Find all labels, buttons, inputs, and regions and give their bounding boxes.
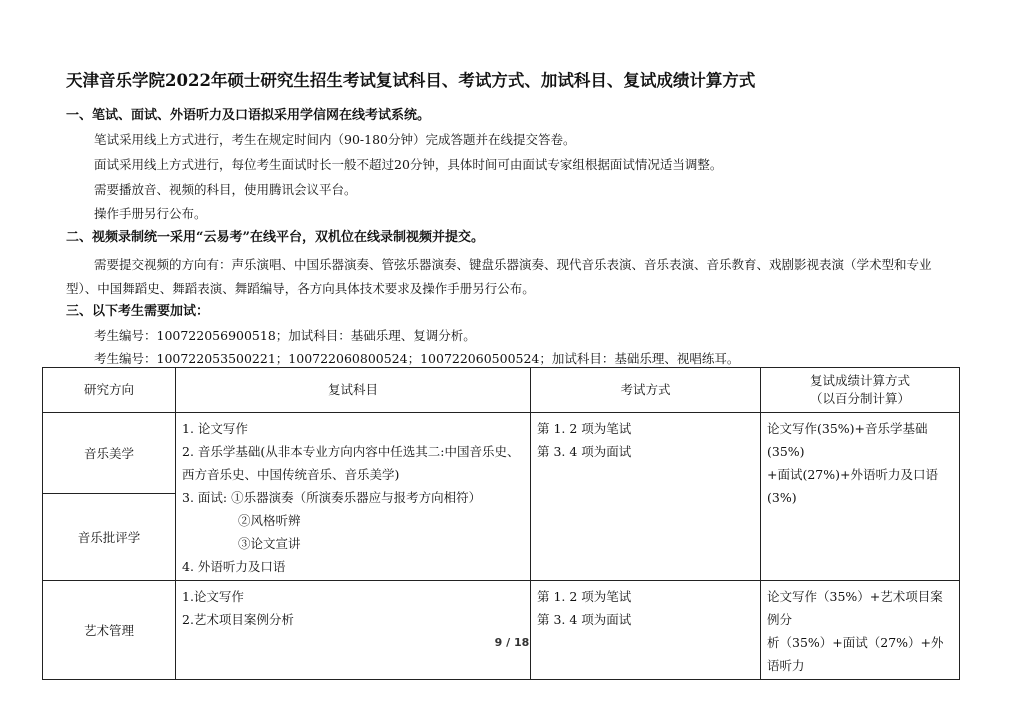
- section-2-paragraph: 需要提交视频的方向有：声乐演唱、中国乐器演奏、管弦乐器演奏、键盘乐器演奏、现代音乐表演、音乐表演、音乐教育、戏剧影视表演（学术型和专业型）、中国舞蹈史、舞蹈表演、舞蹈编导，各方向具体技术要求及操作手册另行公布。: [66, 257, 932, 296]
- section-3-heading: 三、以下考生需要加试：: [66, 304, 210, 319]
- subject-line: ②风格听辨: [238, 513, 301, 528]
- section-1-line: 需要播放音、视频的科目，使用腾讯会议平台。: [94, 182, 357, 197]
- subjects-cell: [176, 581, 531, 680]
- direction-cell: 艺术管理: [43, 581, 176, 680]
- subject-line: 西方音乐史、中国传统音乐、音乐美学): [182, 467, 400, 482]
- header-calculation: [761, 368, 960, 413]
- calculation-cell: [761, 581, 960, 680]
- table-row: [43, 413, 960, 494]
- section-3-line: 考生编号：100722053500221；100722060800524；100722060500524；加试科目：基础乐理、视唱练耳。: [94, 351, 740, 366]
- header-method: 考试方式: [531, 368, 761, 413]
- subject-line: 3. 面试: ①乐器演奏（所演奏乐器应与报考方向相符）: [182, 490, 482, 505]
- method-cell: [531, 581, 761, 680]
- calculation-line: 析（35%）+面试（27%）+外语听力: [767, 635, 944, 673]
- method-line: 第 3. 4 项为面试: [537, 612, 632, 627]
- section-3-line: 考生编号：100722056900518；加试科目：基础乐理、复调分析。: [94, 328, 476, 343]
- subject-line: 1.论文写作: [182, 589, 244, 604]
- section-1-line: 面试采用线上方式进行，每位考生面试时长一般不超过20分钟，具体时间可由面试专家组根据面试情况适当调整。: [94, 157, 723, 172]
- subject-line: 2. 音乐学基础(从非本专业方向内容中任选其二:中国音乐史、: [182, 444, 520, 459]
- header-calculation-line1: 复试成绩计算方式: [809, 373, 910, 388]
- header-direction: 研究方向: [43, 368, 176, 413]
- section-1-line: 操作手册另行公布。: [94, 206, 207, 221]
- document-title: 天津音乐学院2022年硕士研究生招生考试复试科目、考试方式、加试科目、复试成绩计算方式: [66, 71, 756, 90]
- calculation-line: 论文写作（35%）+艺术项目案例分: [767, 589, 943, 627]
- section-1-heading: 一、笔试、面试、外语听力及口语拟采用学信网在线考试系统。: [66, 108, 431, 123]
- calculation-line: +面试(27%)+外语听力及口语(3%): [767, 467, 938, 505]
- method-cell: [531, 413, 761, 581]
- method-line: 第 1. 2 项为笔试: [537, 589, 632, 604]
- calculation-cell: [761, 413, 960, 581]
- section-2-heading: 二、视频录制统一采用“云易考”在线平台，双机位在线录制视频并提交。: [66, 230, 484, 245]
- direction-cell: 音乐批评学: [43, 494, 176, 581]
- subject-line: 2.艺术项目案例分析: [182, 612, 294, 627]
- subjects-cell: [176, 413, 531, 581]
- method-line: 第 1. 2 项为笔试: [537, 421, 632, 436]
- calculation-line: 论文写作(35%)+音乐学基础(35%): [767, 421, 928, 459]
- subject-line: 4. 外语听力及口语: [182, 559, 286, 574]
- exam-table: [42, 367, 960, 680]
- method-line: 第 3. 4 项为面试: [537, 444, 632, 459]
- header-subjects: 复试科目: [176, 368, 531, 413]
- subject-line: ③论文宣讲: [238, 536, 301, 551]
- section-1-line: 笔试采用线上方式进行，考生在规定时间内（90-180分钟）完成答题并在线提交答卷。: [94, 132, 576, 147]
- table-header-row: [43, 368, 960, 413]
- direction-cell: 音乐美学: [43, 413, 176, 494]
- table-row: [43, 581, 960, 680]
- header-calculation-line2: （以百分制计算）: [809, 391, 910, 406]
- page-number: 9 / 18: [494, 636, 530, 649]
- subject-line: 1. 论文写作: [182, 421, 248, 436]
